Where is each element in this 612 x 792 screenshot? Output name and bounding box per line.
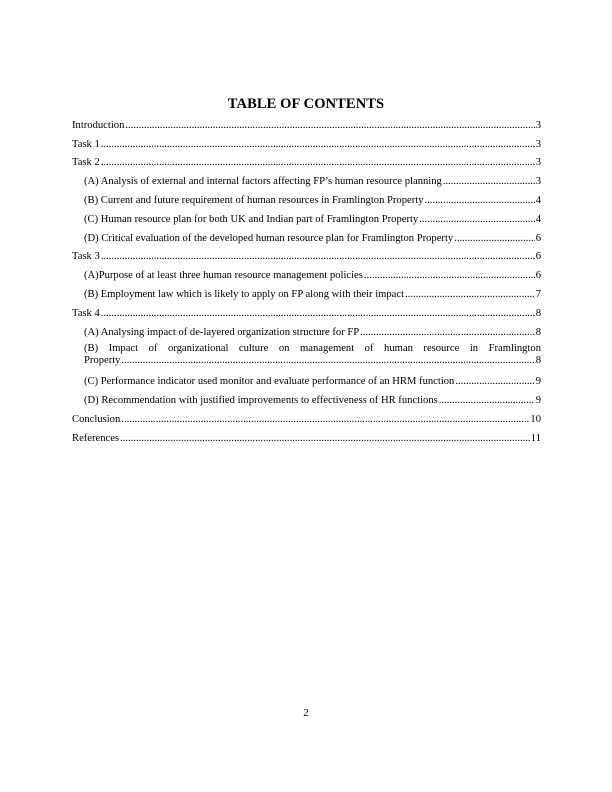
toc-page-number: 9 [535,376,541,388]
toc-entry-task-4-b[interactable] [72,339,541,370]
toc-entry-task-4-c[interactable] [72,370,541,389]
toc-entry-task-2-d[interactable] [72,226,541,245]
toc-page-number: 10 [530,413,541,425]
toc-leader [101,307,535,320]
toc-entry-label: (C) Human resource plan for both UK and Indian part of Framlington Property [84,213,419,225]
toc-page-number: 6 [535,251,541,263]
toc-leader [121,413,529,426]
toc-entry-label: (A) Analysis of external and internal factors affecting FP’s human resource planning [84,176,442,188]
toc-entry-label: Introduction [72,119,125,131]
toc-entry-label: Task 4 [72,307,100,319]
toc-entry-label: References [72,432,120,444]
toc-leader [101,156,535,169]
toc-leader [364,269,535,282]
toc-entry-label-line2-row [84,355,541,368]
toc-entry-label: (D) Recommendation with justified improvements to effectiveness of HR functions [84,395,438,407]
toc-entry-conclusion[interactable] [72,407,541,426]
toc-leader [419,213,534,226]
toc-entry-label: Task 1 [72,138,100,150]
toc-entry-label-line2: Property [84,355,121,367]
toc-entry-task-2[interactable] [72,151,541,170]
toc-leader [405,288,535,301]
toc-entry-task-3-a[interactable] [72,263,541,282]
table-of-contents [72,113,541,445]
toc-entry-task-3[interactable] [72,245,541,264]
toc-entry-task-3-b[interactable] [72,282,541,301]
toc-entry-introduction[interactable] [72,113,541,132]
toc-leader [443,175,535,188]
toc-page-number: 3 [535,157,541,169]
toc-entry-task-2-c[interactable] [72,207,541,226]
toc-entry-label: Task 3 [72,251,100,263]
toc-page-number: 8 [535,326,541,338]
toc-page-number: 8 [535,355,541,367]
toc-page-number: 3 [535,119,541,131]
toc-leader [455,375,534,388]
toc-entry-task-4-a[interactable] [72,320,541,339]
toc-entry-label: (B) Current and future requirement of human resources in Framlington Property [84,194,424,206]
toc-page-number: 6 [535,232,541,244]
toc-leader [454,232,535,245]
toc-entry-label: (A)Purpose of at least three human resource management policies [84,270,363,282]
toc-page-number: 4 [535,194,541,206]
toc-entry-task-2-a[interactable] [72,169,541,188]
toc-entry-task-4[interactable] [72,301,541,320]
toc-entry-references[interactable] [72,426,541,445]
toc-page-number: 11 [530,432,541,444]
toc-leader [101,138,535,151]
page-number: 2 [303,707,309,719]
toc-page-number: 3 [535,176,541,188]
toc-leader [120,432,530,445]
toc-entry-label: (B) Employment law which is likely to apply on FP along with their impact [84,288,405,300]
toc-page-number: 7 [535,288,541,300]
toc-leader [439,394,535,407]
toc-leader [360,326,535,339]
toc-entry-task-4-d[interactable] [72,388,541,407]
toc-page-number: 4 [535,213,541,225]
toc-page-number: 6 [535,270,541,282]
toc-entry-task-1[interactable] [72,132,541,151]
toc-entry-label: (D) Critical evaluation of the developed human resource plan for Framlington Property [84,232,454,244]
toc-entry-task-2-b[interactable] [72,188,541,207]
toc-page-number: 3 [535,138,541,150]
toc-title: TABLE OF CONTENTS [227,96,385,112]
toc-leader [121,355,534,368]
toc-entry-label: Conclusion [72,413,121,425]
toc-page-number: 9 [535,395,541,407]
toc-page-number: 8 [535,307,541,319]
toc-entry-label: (A) Analysing impact of de-layered organization structure for FP [84,326,360,338]
toc-leader [425,194,535,207]
toc-entry-label-line1: (B) Impact of organizational culture on management of human resource in Framlington [84,342,541,354]
toc-entry-label: Task 2 [72,157,100,169]
toc-leader [101,250,535,263]
toc-entry-label: (C) Performance indicator used monitor and evaluate performance of an HRM function [84,376,455,388]
toc-leader [125,119,534,132]
